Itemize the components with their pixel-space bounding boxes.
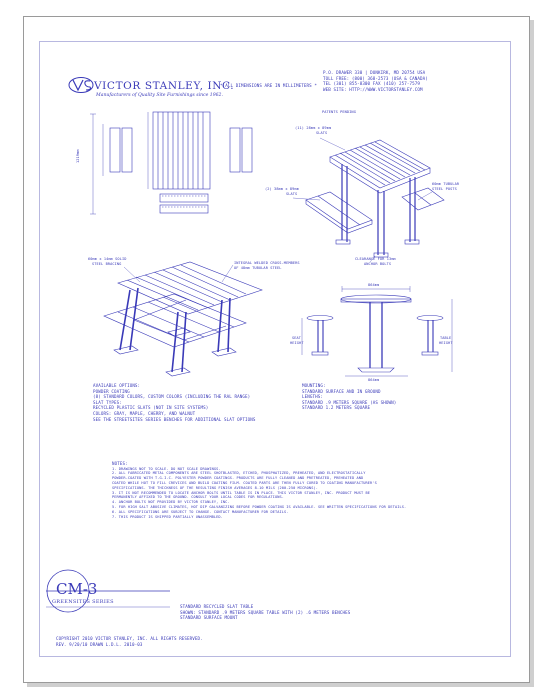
table-height-label: HEIGHT [439,341,453,345]
revision-text: REV. 9/20/10 DRAWN L.D.L. 2010-03 [56,642,143,647]
options-line: COLORS: GRAY, MAPLE, CHERRY, AND WALNUT [93,410,196,416]
note-line: 3. IT IS NOT RECOMMENDED TO LOCATE ANCHOR BOLTS UNTIL TABLE IS IN PLACE. THIS VICTOR STANLEY, INC. PRODUCT MUST BE [112,490,371,495]
bracing-callout: 60mm x 14mm SOLID [88,257,127,261]
seat-slats-callout: (2) 38mm x 89mm [265,187,299,191]
cross-members-callout: INTEGRAL WELDED CROSS-MEMBERS [234,261,300,265]
note-line: 2. ALL FABRICATED METAL COMPONENTS ARE STEEL SHOTBLASTED, ETCHED, PHOSPHATIZED, PREHEATED, AND ELECTROSTATICALLY [112,471,366,476]
overall-dimension: 1219mm [76,149,80,163]
posts-callout: 60mm TUBULAR [432,182,460,186]
description-line: STANDARD RECYCLED SLAT TABLE [180,604,254,609]
note-line: 5. FOR HIGH SALT ABUSIVE CLIMATES, HOT DIP GALVANIZING BEFORE POWDER COATING IS AVAILABLE. SEE WRITTEN SPECIFICATIONS FOR DETAILS. [112,504,407,509]
mounting-line: STANDARD SURFACE AND IN GROUND [302,388,381,394]
model-number: CM-3 [56,580,98,598]
plan-view-drawing [90,112,252,214]
options-line: (8) STANDARD COLORS, CUSTOM COLORS (INCLUDING THE RAL RANGE) [93,394,251,400]
address-line: WEB SITE: HTTP://WWW.VICTORSTANLEY.COM [323,86,423,92]
posts-callout: STEEL POSTS [432,187,457,191]
bracing-callout: STEEL BRACING [92,262,122,266]
options-line: RECYCLED PLASTIC SLATS (NOT IN SITE SYSTEMS) [93,405,209,411]
address-line: TEL (301) 855-8300 FAX (410) 257-7579 [323,81,420,87]
description-line: STANDARD SURFACE MOUNT [180,615,238,621]
address-line: TOLL FREE: (800) 368-2573 (USA & CANADA) [323,75,428,81]
note-line: 4. ANCHOR BOLTS NOT PROVIDED BY VICTOR STANLEY, INC. [112,500,230,505]
cross-members-callout: OF 48mm TUBULAR STEEL [234,266,282,270]
options-title: AVAILABLE OPTIONS: [93,383,141,388]
patent-note: PATENTS PENDING [322,110,356,114]
seat-height-label: HEIGHT [290,341,304,345]
note-line: COATED WHILE HOT TO FILL CREVICES AND BUILD COATING FILM. COATED PARTS ARE THEN FULLY CURED TO COATING MANUFACTURER'S [112,480,377,485]
address-block [323,70,428,92]
seat-height-label: SEAT [292,336,302,340]
note-line: PERMANENTLY AFFIXED TO THE GROUND. CONSULT YOUR LOCAL CODES FOR REGULATIONS. [112,495,285,500]
note-line: 6. ALL SPECIFICATIONS ARE SUBJECT TO CHANGE. CONTACT MANUFACTURER FOR DETAILS. [112,509,289,514]
note-line: 1. DRAWINGS NOT TO SCALE. DO NOT SCALE DRAWINGS. [112,466,221,471]
available-options [93,383,256,422]
top-width-dimension: 864mm [368,283,380,287]
isometric-view-drawing [293,138,444,262]
notes-title: NOTES: [112,461,128,466]
mounting-line: STANDARD 1.2 METERS SQUARE [302,405,371,411]
dimension-note: * ALL DIMENSIONS ARE IN MILLIMETERS * [220,83,317,88]
brand-name: VICTOR STANLEY, INC. [94,80,235,92]
frame-view-drawing [104,262,262,376]
seat-slats-callout: SLATS [286,192,298,196]
series-name: GREENSITES SERIES [52,599,114,605]
anchor-callout: CLEARANCE FOR 13mm [355,257,396,261]
description-line: SHOWN: STANDARD .9 METERS SQUARE TABLE WITH (2) .6 METERS BENCHES [180,609,351,615]
note-line: SPECIFICATIONS. THE THICKNESS OF THE RESULTING FINISH AVERAGES 8-10 MILS (200-250 MICRONS). [112,485,318,490]
mounting-line: LENGTHS: [302,394,323,400]
address-line: P.O. DRAWER 330 | DUNKIRK, MD 20754 USA [323,70,426,75]
product-description [180,604,350,621]
top-slats-callout: (11) 28mm x 89mm [295,126,332,130]
mounting-line: STANDARD .9 METERS SQUARE (AS SHOWN) [302,399,397,405]
note-line: POWDER-COATED WITH T.G.I.C. POLYESTER POWDER COATINGS. PRODUCTS ARE FULLY CLEANED AND PRETREATED, PREHEATED AND [112,476,364,481]
brand-tagline: Manufacturers of Quality Site Furnishings since 1962. [96,93,223,98]
top-slats-callout: SLATS [316,131,328,135]
options-line: POWDER COATING [93,388,130,394]
table-height-label: TABLE [440,336,452,340]
vs-logo-icon [69,78,93,93]
anchor-callout: ANCHOR BOLTS [364,262,392,266]
mounting-info [302,383,396,411]
note-line: 7. THIS PRODUCT IS SHIPPED PARTIALLY UNASSEMBLED. [112,514,223,519]
elevation-view-drawing [302,286,452,376]
depth-dimension: 864mm [368,378,380,382]
options-line: SLAT TYPES: [93,399,122,405]
mounting-title: MOUNTING: [302,383,326,388]
options-line: SEE THE STREETSITES SERIES BENCHES FOR ADDITIONAL SLAT OPTIONS [93,416,256,422]
notes-block [112,461,406,519]
copyright-text: COPYRIGHT 2010 VICTOR STANLEY, INC. ALL RIGHTS RESERVED. [56,636,203,641]
